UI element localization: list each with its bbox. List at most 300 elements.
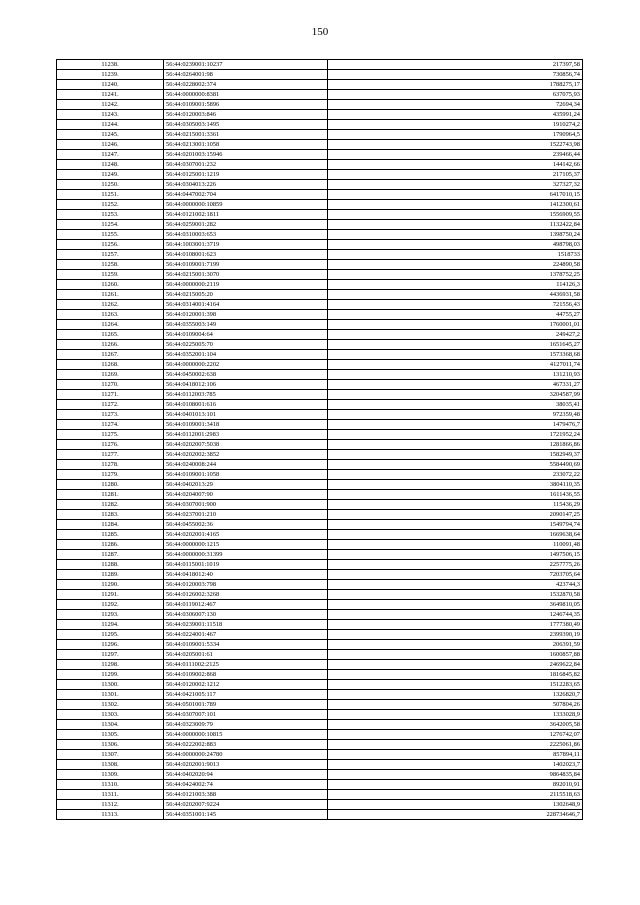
table-row [57,130,583,140]
row-number-cell: 11308. [57,760,164,770]
cadastral-number-cell: 56:44:0111002:2125 [164,660,328,670]
row-number-cell: 11260. [57,280,164,290]
cadastral-value-cell: 224890,58 [328,260,583,270]
cadastral-value-cell: 1611436,55 [328,490,583,500]
cadastral-value-cell: 2115518,63 [328,790,583,800]
cadastral-number-cell: 56:44:0125001:1219 [164,170,328,180]
cadastral-value-cell: 892010,91 [328,780,583,790]
cadastral-value-cell: 721556,43 [328,300,583,310]
row-number-cell: 11298. [57,660,164,670]
table-row [57,640,583,650]
cadastral-number-cell: 56:44:0307001:900 [164,500,328,510]
cadastral-value-cell: 1402023,7 [328,760,583,770]
row-number-cell: 11293. [57,610,164,620]
cadastral-value-cell: 239466,44 [328,150,583,160]
cadastral-number-cell: 56:44:0421005:117 [164,690,328,700]
cadastral-value-cell: 1398750,24 [328,230,583,240]
cadastral-number-cell: 56:44:0323009:79 [164,720,328,730]
cadastral-number-cell: 56:44:0108001:616 [164,400,328,410]
row-number-cell: 11296. [57,640,164,650]
table-row [57,730,583,740]
cadastral-value-cell: 507804,26 [328,700,583,710]
row-number-cell: 11276. [57,440,164,450]
table-row [57,600,583,610]
row-number-cell: 11280. [57,480,164,490]
row-number-cell: 11261. [57,290,164,300]
cadastral-number-cell: 56:44:0264001:98 [164,70,328,80]
cadastral-value-cell: 1721952,24 [328,430,583,440]
cadastral-number-cell: 56:44:1003001:3719 [164,240,328,250]
table-row [57,180,583,190]
table-row [57,800,583,810]
cadastral-value-cell: 1556909,55 [328,210,583,220]
row-number-cell: 11313. [57,810,164,820]
table-row [57,420,583,430]
cadastral-value-cell: 972359,48 [328,410,583,420]
cadastral-value-cell: 217397,58 [328,60,583,70]
table-row [57,510,583,520]
cadastral-number-cell: 56:44:0109001:5334 [164,640,328,650]
cadastral-number-cell: 56:44:0351001:145 [164,810,328,820]
cadastral-value-cell: 1497506,15 [328,550,583,560]
table-row [57,740,583,750]
row-number-cell: 11247. [57,150,164,160]
table-row [57,220,583,230]
cadastral-value-cell: 3642005,58 [328,720,583,730]
row-number-cell: 11270. [57,380,164,390]
row-number-cell: 11245. [57,130,164,140]
table-row [57,760,583,770]
cadastral-number-cell: 56:44:0450002:638 [164,370,328,380]
table-row [57,770,583,780]
table-body [57,60,583,820]
row-number-cell: 11274. [57,420,164,430]
row-number-cell: 11292. [57,600,164,610]
cadastral-value-cell: 1378752,25 [328,270,583,280]
cadastral-value-cell: 498798,03 [328,240,583,250]
row-number-cell: 11259. [57,270,164,280]
row-number-cell: 11249. [57,170,164,180]
cadastral-value-cell: 249427,2 [328,330,583,340]
cadastral-number-cell: 56:44:0202001:4165 [164,530,328,540]
row-number-cell: 11301. [57,690,164,700]
row-number-cell: 11303. [57,710,164,720]
cadastral-number-cell: 56:44:0000000:1215 [164,540,328,550]
row-number-cell: 11258. [57,260,164,270]
cadastral-value-cell: 3804110,35 [328,480,583,490]
cadastral-value-cell: 1412300,61 [328,200,583,210]
cadastral-number-cell: 56:44:0215001:3070 [164,270,328,280]
cadastral-number-cell: 56:44:0000000:8381 [164,90,328,100]
cadastral-value-cell: 114126,3 [328,280,583,290]
cadastral-number-cell: 56:44:0352001:104 [164,350,328,360]
cadastral-value-cell: 6417010,15 [328,190,583,200]
table-row [57,290,583,300]
table-row [57,230,583,240]
table-row [57,630,583,640]
cadastral-value-cell: 637075,93 [328,90,583,100]
table-row [57,790,583,800]
table-row [57,90,583,100]
table-row [57,190,583,200]
cadastral-value-table [56,59,583,820]
table-row [57,520,583,530]
cadastral-value-cell: 5584490,69 [328,460,583,470]
cadastral-number-cell: 56:44:0239001:11518 [164,620,328,630]
cadastral-number-cell: 56:44:0121002:1811 [164,210,328,220]
cadastral-number-cell: 56:44:0000000:10815 [164,730,328,740]
cadastral-value-cell: 1582949,37 [328,450,583,460]
cadastral-value-cell: 1532870,58 [328,590,583,600]
cadastral-value-cell: 1479476,7 [328,420,583,430]
row-number-cell: 11275. [57,430,164,440]
cadastral-number-cell: 56:44:0120002:1212 [164,680,328,690]
row-number-cell: 11273. [57,410,164,420]
row-number-cell: 11257. [57,250,164,260]
row-number-cell: 11251. [57,190,164,200]
table-row [57,60,583,70]
cadastral-value-cell: 423744,3 [328,580,583,590]
table-row [57,400,583,410]
cadastral-value-cell: 228734646,7 [328,810,583,820]
table-row [57,700,583,710]
cadastral-number-cell: 56:44:0109001:3418 [164,420,328,430]
table-row [57,500,583,510]
cadastral-value-cell: 1760001,01 [328,320,583,330]
cadastral-value-cell: 3204587,99 [328,390,583,400]
row-number-cell: 11282. [57,500,164,510]
cadastral-number-cell: 56:44:0224001:467 [164,630,328,640]
table-row [57,200,583,210]
cadastral-number-cell: 56:44:0202001:9013 [164,760,328,770]
cadastral-number-cell: 56:44:0126002:3268 [164,590,328,600]
cadastral-number-cell: 56:44:0240008:244 [164,460,328,470]
cadastral-number-cell: 56:44:0418012:40 [164,570,328,580]
cadastral-value-cell: 1790964,5 [328,130,583,140]
table-row [57,550,583,560]
row-number-cell: 11283. [57,510,164,520]
table-row [57,470,583,480]
cadastral-value-cell: 467331,27 [328,380,583,390]
row-number-cell: 11300. [57,680,164,690]
row-number-cell: 11281. [57,490,164,500]
table-row [57,110,583,120]
table-row [57,260,583,270]
row-number-cell: 11290. [57,580,164,590]
table-row [57,660,583,670]
cadastral-value-cell: 2225061,86 [328,740,583,750]
cadastral-number-cell: 56:44:0112001:2983 [164,430,328,440]
row-number-cell: 11252. [57,200,164,210]
cadastral-number-cell: 56:44:0000000:2119 [164,280,328,290]
cadastral-number-cell: 56:44:0120003:798 [164,580,328,590]
cadastral-value-cell: 435991,24 [328,110,583,120]
cadastral-value-cell: 1333028,9 [328,710,583,720]
cadastral-value-cell: 2399390,19 [328,630,583,640]
row-number-cell: 11239. [57,70,164,80]
row-number-cell: 11279. [57,470,164,480]
cadastral-value-cell: 1549794,74 [328,520,583,530]
cadastral-value-cell: 1276742,07 [328,730,583,740]
cadastral-value-cell: 730856,74 [328,70,583,80]
table-row [57,140,583,150]
row-number-cell: 11297. [57,650,164,660]
row-number-cell: 11246. [57,140,164,150]
row-number-cell: 11265. [57,330,164,340]
cadastral-value-cell: 1512283,65 [328,680,583,690]
table-row [57,580,583,590]
cadastral-value-cell: 3649810,05 [328,600,583,610]
row-number-cell: 11262. [57,300,164,310]
row-number-cell: 11269. [57,370,164,380]
table-row [57,70,583,80]
row-number-cell: 11278. [57,460,164,470]
table-row [57,440,583,450]
table-row [57,810,583,820]
table-row [57,250,583,260]
cadastral-number-cell: 56:44:0307007:101 [164,710,328,720]
cadastral-number-cell: 56:44:0455002:36 [164,520,328,530]
cadastral-number-cell: 56:44:0000000:2202 [164,360,328,370]
row-number-cell: 11306. [57,740,164,750]
table-row [57,410,583,420]
table-row [57,530,583,540]
table-row [57,210,583,220]
cadastral-value-cell: 110091,48 [328,540,583,550]
cadastral-number-cell: 56:44:0109004:64 [164,330,328,340]
cadastral-value-cell: 1600857,88 [328,650,583,660]
table-row [57,650,583,660]
cadastral-value-cell: 327327,32 [328,180,583,190]
cadastral-number-cell: 56:44:0201003:15946 [164,150,328,160]
table-row [57,680,583,690]
row-number-cell: 11263. [57,310,164,320]
cadastral-number-cell: 56:44:0204007:90 [164,490,328,500]
table-row [57,490,583,500]
cadastral-number-cell: 56:44:0402013:29 [164,480,328,490]
cadastral-value-cell: 1281866,86 [328,440,583,450]
cadastral-value-cell: 1777380,49 [328,620,583,630]
cadastral-number-cell: 56:44:0119012:467 [164,600,328,610]
cadastral-value-cell: 38035,41 [328,400,583,410]
row-number-cell: 11268. [57,360,164,370]
row-number-cell: 11244. [57,120,164,130]
cadastral-value-cell: 1522743,98 [328,140,583,150]
table-row [57,360,583,370]
table-row [57,170,583,180]
cadastral-number-cell: 56:44:0202007:9224 [164,800,328,810]
row-number-cell: 11307. [57,750,164,760]
cadastral-value-cell: 1326820,7 [328,690,583,700]
table-row [57,620,583,630]
cadastral-number-cell: 56:44:0215005:20 [164,290,328,300]
cadastral-value-cell: 1518733 [328,250,583,260]
table-row [57,450,583,460]
table-row [57,240,583,250]
cadastral-number-cell: 56:44:0108001:623 [164,250,328,260]
row-number-cell: 11286. [57,540,164,550]
cadastral-value-cell: 206391,59 [328,640,583,650]
cadastral-number-cell: 56:44:0109002:868 [164,670,328,680]
cadastral-value-cell: 2090147,25 [328,510,583,520]
cadastral-number-cell: 56:44:0000000:24780 [164,750,328,760]
row-number-cell: 11254. [57,220,164,230]
table-row [57,380,583,390]
table-row [57,280,583,290]
cadastral-value-cell: 857894,11 [328,750,583,760]
row-number-cell: 11285. [57,530,164,540]
row-number-cell: 11310. [57,780,164,790]
cadastral-value-cell: 131210,93 [328,370,583,380]
cadastral-number-cell: 56:44:0402020:94 [164,770,328,780]
table-row [57,120,583,130]
cadastral-number-cell: 56:44:0109001:1058 [164,470,328,480]
row-number-cell: 11255. [57,230,164,240]
cadastral-value-cell: 7203705,64 [328,570,583,580]
cadastral-number-cell: 56:44:0109001:7199 [164,260,328,270]
table-row [57,720,583,730]
table-row [57,480,583,490]
cadastral-number-cell: 56:44:0202002:3852 [164,450,328,460]
cadastral-number-cell: 56:44:0355003:149 [164,320,328,330]
cadastral-number-cell: 56:44:0424002:74 [164,780,328,790]
row-number-cell: 11299. [57,670,164,680]
table-row [57,370,583,380]
row-number-cell: 11311. [57,790,164,800]
cadastral-number-cell: 56:44:0112003:785 [164,390,328,400]
cadastral-value-cell: 44755,27 [328,310,583,320]
cadastral-number-cell: 56:44:0305003:1495 [164,120,328,130]
row-number-cell: 11295. [57,630,164,640]
cadastral-value-cell: 2469622,84 [328,660,583,670]
cadastral-number-cell: 56:44:0304013:226 [164,180,328,190]
cadastral-number-cell: 56:44:0310003:653 [164,230,328,240]
cadastral-number-cell: 56:44:0306007:130 [164,610,328,620]
row-number-cell: 11277. [57,450,164,460]
cadastral-number-cell: 56:44:0205001:61 [164,650,328,660]
table-row [57,710,583,720]
row-number-cell: 11302. [57,700,164,710]
cadastral-number-cell: 56:44:0120003:846 [164,110,328,120]
row-number-cell: 11243. [57,110,164,120]
row-number-cell: 11305. [57,730,164,740]
cadastral-value-cell: 4436931,58 [328,290,583,300]
table-row [57,540,583,550]
cadastral-number-cell: 56:44:0222002:883 [164,740,328,750]
cadastral-value-cell: 9864835,84 [328,770,583,780]
cadastral-number-cell: 56:44:0000000:10859 [164,200,328,210]
row-number-cell: 11309. [57,770,164,780]
cadastral-number-cell: 56:44:0401013:101 [164,410,328,420]
row-number-cell: 11271. [57,390,164,400]
cadastral-value-cell: 115436,29 [328,500,583,510]
row-number-cell: 11288. [57,560,164,570]
table-row [57,750,583,760]
row-number-cell: 11248. [57,160,164,170]
cadastral-number-cell: 56:44:0115001:1019 [164,560,328,570]
table-row [57,300,583,310]
cadastral-number-cell: 56:44:0259001:282 [164,220,328,230]
row-number-cell: 11284. [57,520,164,530]
table-row [57,270,583,280]
cadastral-number-cell: 56:44:0418012:106 [164,380,328,390]
cadastral-number-cell: 56:44:0225005:70 [164,340,328,350]
cadastral-value-cell: 72694,34 [328,100,583,110]
cadastral-value-cell: 1816845,82 [328,670,583,680]
cadastral-number-cell: 56:44:0000000:31399 [164,550,328,560]
table-row [57,690,583,700]
row-number-cell: 11266. [57,340,164,350]
table-row [57,310,583,320]
table-row [57,160,583,170]
table-row [57,590,583,600]
row-number-cell: 11289. [57,570,164,580]
cadastral-value-cell: 1651645,27 [328,340,583,350]
table-row [57,320,583,330]
cadastral-number-cell: 56:44:0501001:789 [164,700,328,710]
table-row [57,460,583,470]
cadastral-value-cell: 233072,22 [328,470,583,480]
row-number-cell: 11287. [57,550,164,560]
cadastral-number-cell: 56:44:0109001:5896 [164,100,328,110]
row-number-cell: 11294. [57,620,164,630]
table-row [57,330,583,340]
cadastral-value-cell: 1246744,35 [328,610,583,620]
table-row [57,350,583,360]
cadastral-number-cell: 56:44:0239001:10237 [164,60,328,70]
table-row [57,560,583,570]
cadastral-value-cell: 4127011,74 [328,360,583,370]
table-row [57,430,583,440]
cadastral-number-cell: 56:44:0121003:388 [164,790,328,800]
cadastral-number-cell: 56:44:0237001:210 [164,510,328,520]
cadastral-value-cell: 1669638,64 [328,530,583,540]
cadastral-number-cell: 56:44:0202007:5038 [164,440,328,450]
row-number-cell: 11253. [57,210,164,220]
row-number-cell: 11291. [57,590,164,600]
cadastral-value-cell: 1788275,17 [328,80,583,90]
table-row [57,570,583,580]
page-number: 150 [311,26,329,38]
cadastral-number-cell: 56:44:0120001:398 [164,310,328,320]
cadastral-number-cell: 56:44:0215001:3361 [164,130,328,140]
row-number-cell: 11240. [57,80,164,90]
table-row [57,670,583,680]
cadastral-number-cell: 56:44:0314001:4164 [164,300,328,310]
table-row [57,340,583,350]
cadastral-value-cell: 1132422,84 [328,220,583,230]
row-number-cell: 11312. [57,800,164,810]
cadastral-number-cell: 56:44:0228002:374 [164,80,328,90]
table-row [57,610,583,620]
row-number-cell: 11256. [57,240,164,250]
row-number-cell: 11241. [57,90,164,100]
cadastral-number-cell: 56:44:0213001:1058 [164,140,328,150]
cadastral-number-cell: 56:44:0447002:704 [164,190,328,200]
table-row [57,80,583,90]
cadastral-value-cell: 1910274,2 [328,120,583,130]
row-number-cell: 11264. [57,320,164,330]
row-number-cell: 11238. [57,60,164,70]
cadastral-number-cell: 56:44:0307001:232 [164,160,328,170]
table-row [57,780,583,790]
cadastral-value-cell: 217105,37 [328,170,583,180]
cadastral-value-cell: 144142,66 [328,160,583,170]
table-row [57,100,583,110]
row-number-cell: 11242. [57,100,164,110]
cadastral-value-cell: 2257775,26 [328,560,583,570]
table-row [57,150,583,160]
